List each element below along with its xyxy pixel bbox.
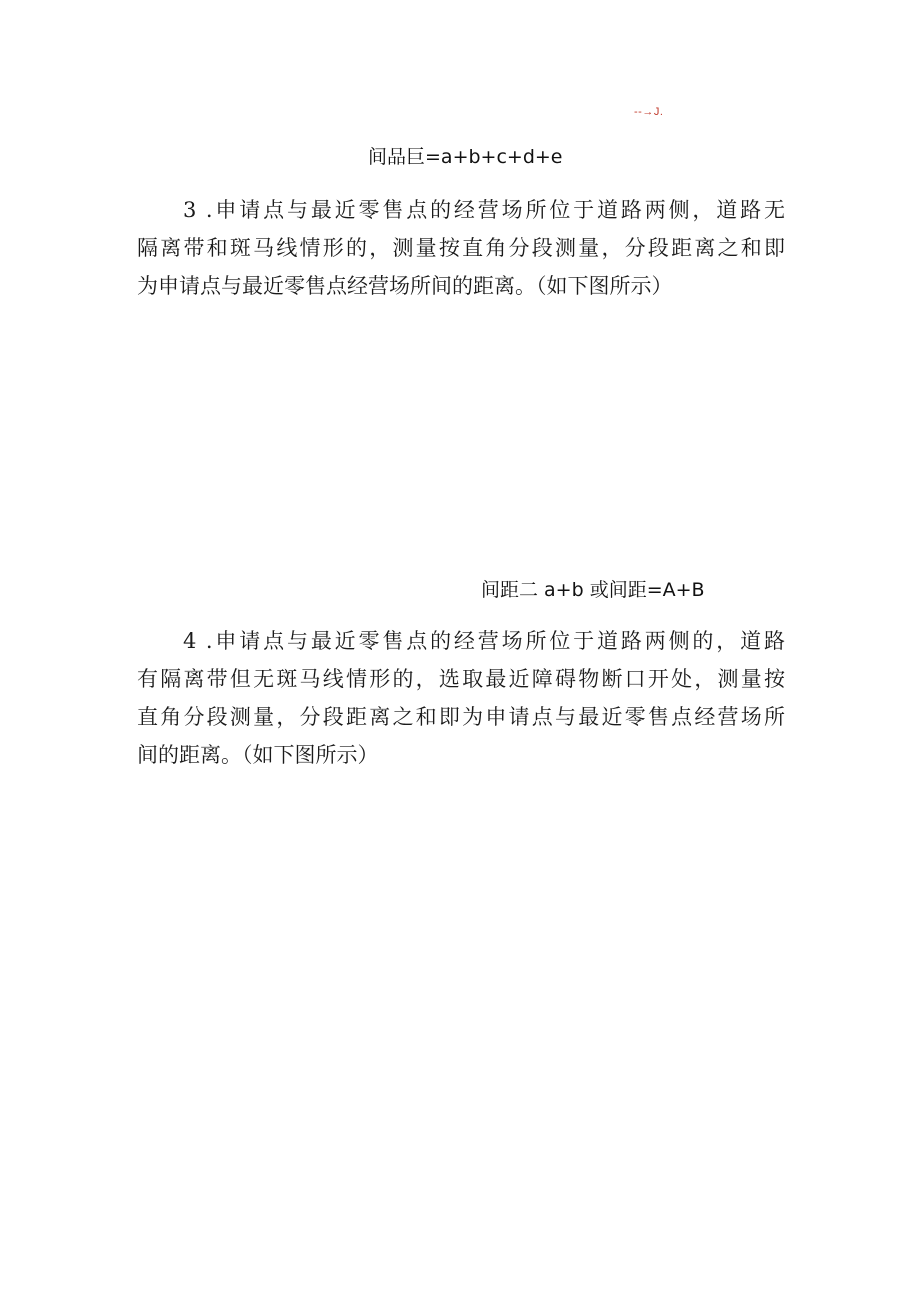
paragraph-3-line-2: 隔离带和斑马线情形的，测量按直角分段测量，分段距离之和即 [137, 236, 785, 260]
top-annotation-mark: --→J. [634, 106, 664, 118]
formula-distance-alternative: 间距二 a+b 或间距=A+B [481, 579, 705, 601]
paragraph-4-line-2: 有隔离带但无斑马线情形的，选取最近障碍物断口开处，测量按 [137, 667, 785, 691]
paragraph-3 [137, 191, 785, 305]
paragraph-3-line-1: 3 .申请点与最近零售点的经营场所位于道路两侧，道路无 [183, 198, 785, 222]
formula-distance-sum: 间品巨=a+b+c+d+e [368, 146, 563, 168]
paragraph-4 [137, 622, 785, 774]
paragraph-4-line-1: 4 .申请点与最近零售点的经营场所位于道路两侧的，道路 [183, 629, 785, 653]
paragraph-4-line-3: 直角分段测量，分段距离之和即为申请点与最近零售点经营场所 [137, 705, 785, 729]
paragraph-3-line-3: 为申请点与最近零售点经营场所间的距离。（如下图所示） [137, 274, 673, 298]
paragraph-4-line-4: 间的距离。（如下图所示） [137, 743, 379, 767]
